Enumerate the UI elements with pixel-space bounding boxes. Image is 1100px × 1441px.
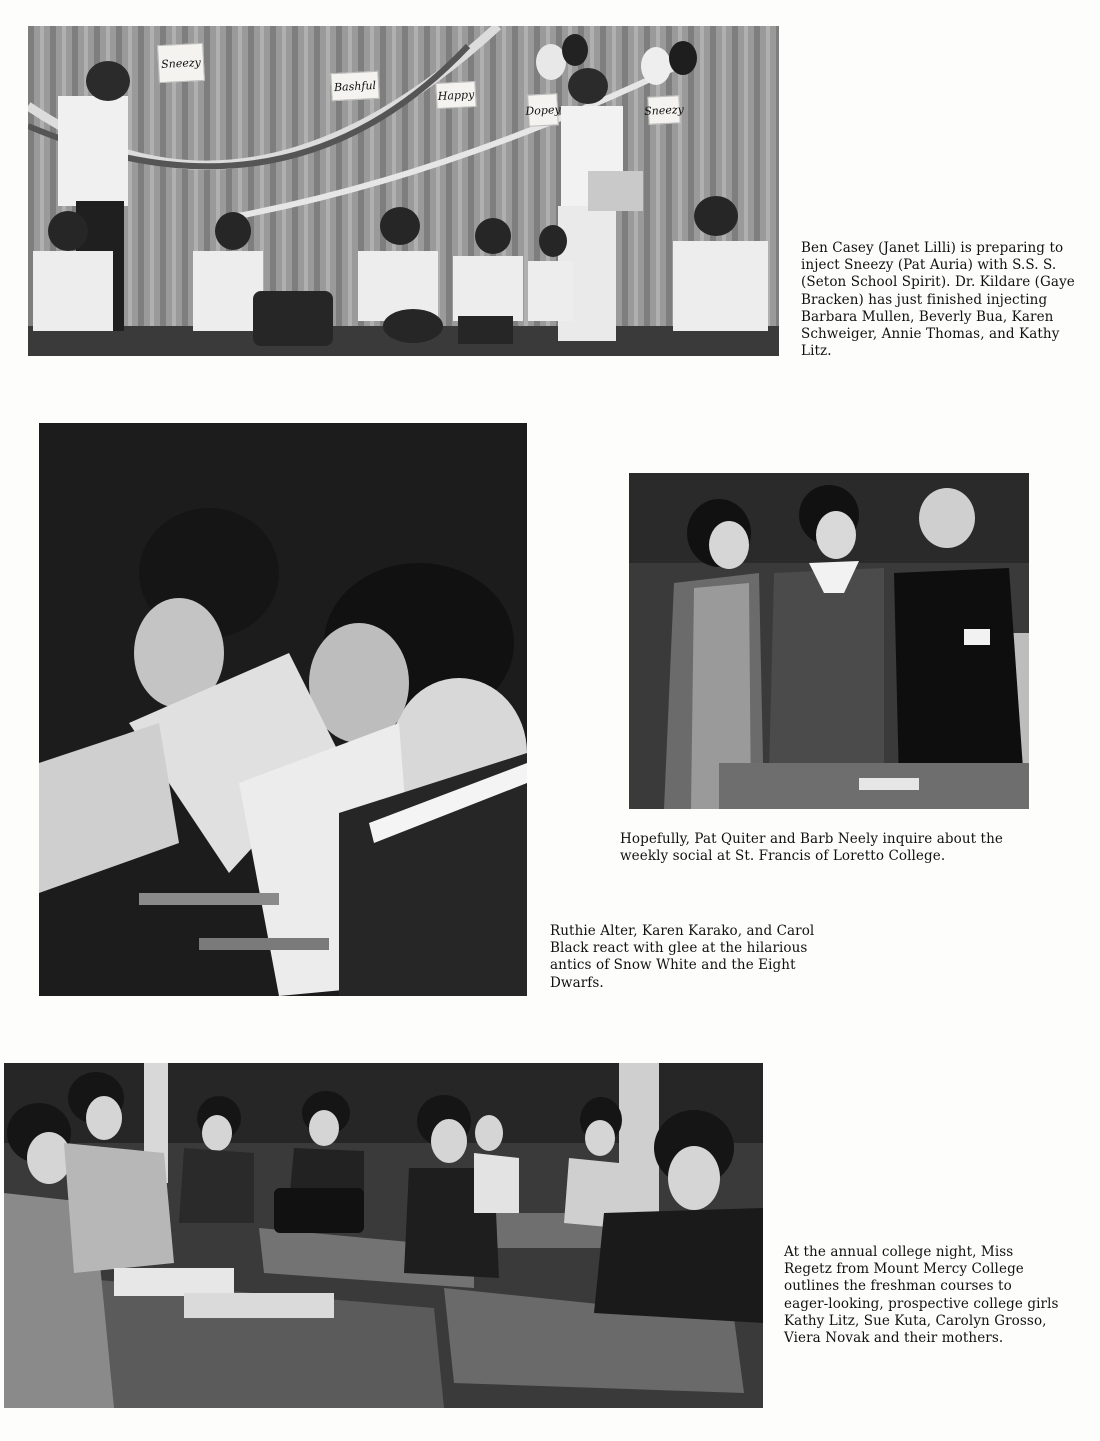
sign-happy: Happy [435,81,476,109]
audience-scene [39,423,527,996]
stage-caption: Ben Casey (Janet Lilli) is preparing to inject Sneezy (Pat Auria) with S.S. S. (Seton School Spirit). Dr. Kildare (Gaye Bracken) has just finished injecting Barbara Mullen, Beverly Bua, Karen Schweiger, Annie Thomas, and Kathy Litz. [801,240,1075,360]
priest-caption: Hopefully, Pat Quiter and Barb Neely inquire about the weekly social at St. Francis of Loretto College. [620,831,1003,865]
audience-photo [39,423,527,996]
audience-caption: Ruthie Alter, Karen Karako, and Carol Black react with glee at the hilarious antics of Snow White and the Eight Dwarfs. [550,923,815,991]
college-night-caption: At the annual college night, Miss Regetz from Mount Mercy College outlines the freshman courses to eager-looking, prospective college girls Kathy Litz, Sue Kuta, Carolyn Grosso, Viera Novak and their mothers. [784,1244,1059,1347]
stage-photo [28,26,779,356]
classroom-scene [4,1063,763,1408]
college-night-photo [4,1063,763,1408]
sign-dopey: Dopey [527,93,559,127]
priest-photo [629,473,1029,809]
stage-scene [28,26,779,356]
sign-bashful: Bashful [330,71,379,101]
sign-sneezy-1: Sneezy [157,43,205,83]
priest-scene [629,473,1029,809]
sign-sneezy-2: Sneezy [647,95,680,125]
